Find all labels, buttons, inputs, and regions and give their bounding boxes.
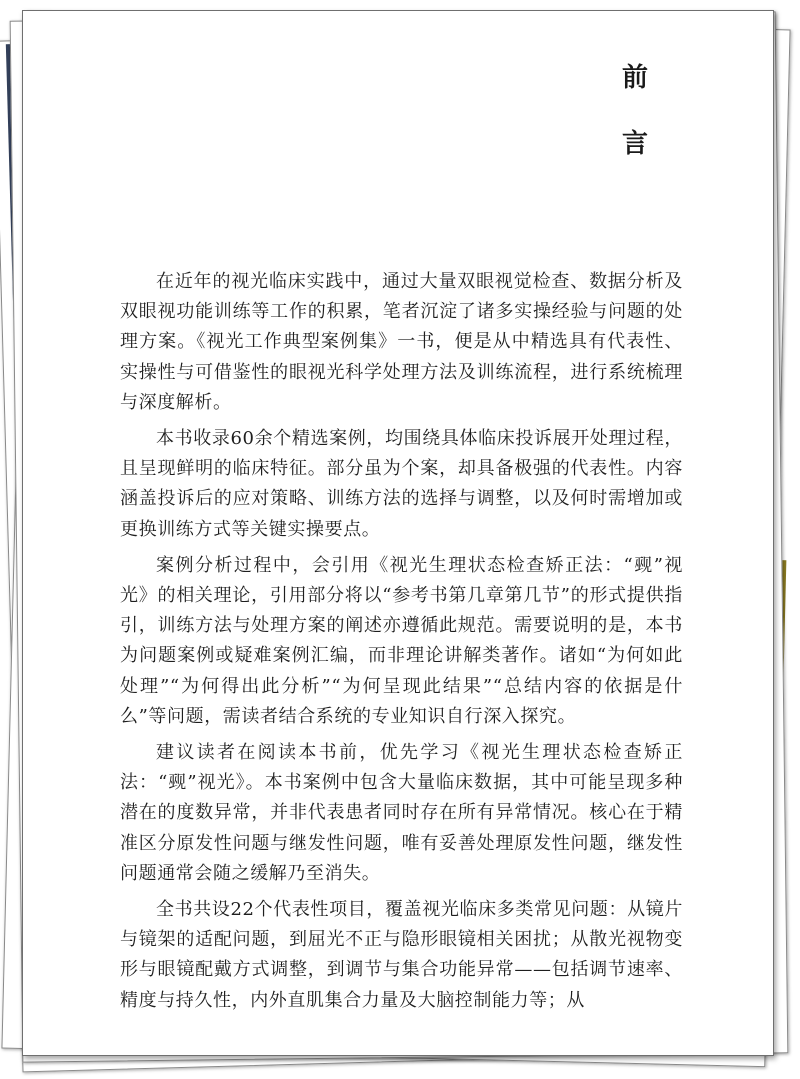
- paragraph: 全书共设22个代表性项目，覆盖视光临床多类常见问题：从镜片与镜架的适配问题，到屈光不正与隐形眼镜相关困扰；从散光视物变形与眼镜配戴方式调整，到调节与集合功能异常——包括调节速率、精度与持久性，内外直肌集合力量及大脑控制能力等；从: [120, 899, 683, 1011]
- paragraph: 在近年的视光临床实践中，通过大量双眼视觉检查、数据分析及双眼视功能训练等工作的积累，笔者沉淀了诸多实操经验与问题的处理方案。《视光工作典型案例集》一书，便是从中精选具有代表性、实操性与可借鉴性的眼视光科学处理方法及训练流程，进行系统梳理与深度解析。: [120, 271, 683, 413]
- document-page: [22, 10, 774, 1056]
- body-text: [120, 267, 683, 1022]
- page-title: [615, 63, 655, 195]
- paragraph: 案例分析过程中，会引用《视光生理状态检查矫正法：“觋”视光》的相关理论，引用部分将以“参考书第几章第几节”的形式提供指引，训练方法与处理方案的阐述亦遵循此规范。需要说明的是，本书为问题案例或疑难案例汇编，而非理论讲解类著作。诸如“为何如此处理”“为何得出此分析”“为何呈现此结果”“总结内容的依据是什么”等问题，需读者结合系统的专业知识自行深入探究。: [120, 554, 683, 727]
- paragraph: 本书收录60余个精选案例，均围绕具体临床投诉展开处理过程，且呈现鲜明的临床特征。部分虽为个案，却具备极强的代表性。内容涵盖投诉后的应对策略、训练方法的选择与调整，以及何时需增加或更换训练方式等关键实操要点。: [120, 428, 683, 540]
- title-char: 言: [621, 129, 648, 159]
- title-char: 前: [621, 63, 648, 93]
- paragraph: 建议读者在阅读本书前，优先学习《视光生理状态检查矫正法：“觋”视光》。本书案例中包含大量临床数据，其中可能呈现多种潜在的度数异常，并非代表患者同时存在所有异常情况。核心在于精准区分原发性问题与继发性问题，唯有妥善处理原发性问题，继发性问题通常会随之缓解乃至消失。: [120, 742, 683, 884]
